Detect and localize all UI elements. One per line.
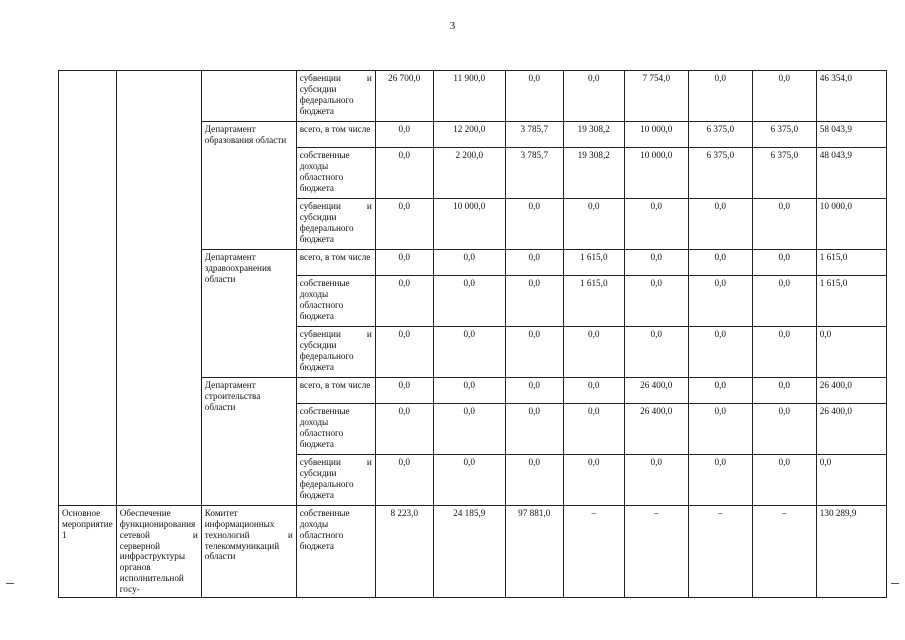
source-cell: субвенции и субсидии федерального бюджета bbox=[296, 71, 375, 122]
total-cell: 48 043,9 bbox=[816, 148, 886, 199]
total-cell: 1 615,0 bbox=[816, 276, 886, 327]
value-cell: 0,0 bbox=[752, 199, 816, 250]
budget-table bbox=[58, 70, 887, 598]
value-cell: 6 375,0 bbox=[688, 148, 752, 199]
value-cell: – bbox=[624, 506, 688, 598]
value-cell: 0,0 bbox=[752, 250, 816, 276]
value-cell: 0,0 bbox=[752, 327, 816, 378]
value-cell: 0,0 bbox=[624, 250, 688, 276]
executor-cell: Департамент образования области bbox=[201, 122, 296, 250]
value-cell: 0,0 bbox=[505, 404, 563, 455]
executor-cell: Департамент строительства области bbox=[201, 378, 296, 506]
value-cell: 10 000,0 bbox=[624, 148, 688, 199]
status-cell: Основное мероприятие 1 bbox=[59, 506, 117, 598]
source-cell: субвенции и субсидии федерального бюджета bbox=[296, 455, 375, 506]
value-cell: 0,0 bbox=[563, 327, 624, 378]
value-cell: 0,0 bbox=[505, 276, 563, 327]
total-cell: 0,0 bbox=[816, 455, 886, 506]
executor-cell: Комитет информационных технологий и телекоммуникаций области bbox=[201, 506, 296, 598]
value-cell: 1 615,0 bbox=[563, 250, 624, 276]
table-row bbox=[59, 71, 887, 122]
value-cell: 6 375,0 bbox=[752, 122, 816, 148]
total-cell: 26 400,0 bbox=[816, 378, 886, 404]
value-cell: – bbox=[752, 506, 816, 598]
value-cell: 0,0 bbox=[375, 276, 433, 327]
source-cell: собственные доходы областного бюджета bbox=[296, 506, 375, 598]
total-cell: 1 615,0 bbox=[816, 250, 886, 276]
left-edge-mark bbox=[6, 583, 14, 584]
value-cell: 0,0 bbox=[433, 404, 505, 455]
name-cell: Обеспечение функционирования сетевой и серверной инфраструктуры органов исполнительной госу- bbox=[116, 506, 201, 598]
value-cell: 0,0 bbox=[375, 404, 433, 455]
source-cell: всего, в том числе bbox=[296, 122, 375, 148]
value-cell: 0,0 bbox=[505, 455, 563, 506]
executor-cell-continued bbox=[201, 71, 296, 122]
value-cell: 26 700,0 bbox=[375, 71, 433, 122]
value-cell: 0,0 bbox=[375, 455, 433, 506]
value-cell: 0,0 bbox=[563, 404, 624, 455]
value-cell: 12 200,0 bbox=[433, 122, 505, 148]
value-cell: 10 000,0 bbox=[433, 199, 505, 250]
value-cell: 0,0 bbox=[563, 71, 624, 122]
status-cell-continued bbox=[59, 71, 117, 506]
value-cell: – bbox=[688, 506, 752, 598]
value-cell: 19 308,2 bbox=[563, 122, 624, 148]
value-cell: 6 375,0 bbox=[752, 148, 816, 199]
value-cell: 0,0 bbox=[752, 455, 816, 506]
value-cell: 24 185,9 bbox=[433, 506, 505, 598]
total-cell: 130 289,9 bbox=[816, 506, 886, 598]
value-cell: 0,0 bbox=[433, 250, 505, 276]
value-cell: 0,0 bbox=[563, 455, 624, 506]
executor-cell: Департамент здравоохранения области bbox=[201, 250, 296, 378]
total-cell: 46 354,0 bbox=[816, 71, 886, 122]
value-cell: 19 308,2 bbox=[563, 148, 624, 199]
value-cell: 6 375,0 bbox=[688, 122, 752, 148]
source-cell: всего, в том числе bbox=[296, 378, 375, 404]
value-cell: 0,0 bbox=[433, 276, 505, 327]
value-cell: – bbox=[563, 506, 624, 598]
value-cell: 0,0 bbox=[688, 378, 752, 404]
source-cell: субвенции и субсидии федерального бюджета bbox=[296, 199, 375, 250]
value-cell: 2 200,0 bbox=[433, 148, 505, 199]
table-row bbox=[59, 506, 887, 598]
value-cell: 0,0 bbox=[505, 71, 563, 122]
value-cell: 0,0 bbox=[563, 378, 624, 404]
value-cell: 0,0 bbox=[624, 327, 688, 378]
value-cell: 0,0 bbox=[688, 276, 752, 327]
value-cell: 0,0 bbox=[375, 250, 433, 276]
value-cell: 10 000,0 bbox=[624, 122, 688, 148]
value-cell: 3 785,7 bbox=[505, 148, 563, 199]
source-cell: собственные доходы областного бюджета bbox=[296, 148, 375, 199]
source-cell: собственные доходы областного бюджета bbox=[296, 404, 375, 455]
value-cell: 0,0 bbox=[433, 455, 505, 506]
value-cell: 0,0 bbox=[505, 199, 563, 250]
value-cell: 0,0 bbox=[752, 71, 816, 122]
value-cell: 8 223,0 bbox=[375, 506, 433, 598]
value-cell: 0,0 bbox=[375, 199, 433, 250]
value-cell: 0,0 bbox=[752, 378, 816, 404]
value-cell: 0,0 bbox=[375, 378, 433, 404]
value-cell: 26 400,0 bbox=[624, 378, 688, 404]
total-cell: 26 400,0 bbox=[816, 404, 886, 455]
value-cell: 3 785,7 bbox=[505, 122, 563, 148]
value-cell: 0,0 bbox=[688, 71, 752, 122]
value-cell: 0,0 bbox=[375, 122, 433, 148]
name-cell-continued bbox=[116, 71, 201, 506]
source-cell: всего, в том числе bbox=[296, 250, 375, 276]
total-cell: 0,0 bbox=[816, 327, 886, 378]
value-cell: 0,0 bbox=[375, 327, 433, 378]
value-cell: 11 900,0 bbox=[433, 71, 505, 122]
total-cell: 58 043,9 bbox=[816, 122, 886, 148]
value-cell: 0,0 bbox=[433, 378, 505, 404]
source-cell: субвенции и субсидии федерального бюджета bbox=[296, 327, 375, 378]
value-cell: 26 400,0 bbox=[624, 404, 688, 455]
value-cell: 0,0 bbox=[505, 327, 563, 378]
value-cell: 0,0 bbox=[688, 327, 752, 378]
page-number: 3 bbox=[449, 20, 456, 32]
value-cell: 0,0 bbox=[688, 250, 752, 276]
value-cell: 1 615,0 bbox=[563, 276, 624, 327]
value-cell: 0,0 bbox=[563, 199, 624, 250]
value-cell: 0,0 bbox=[624, 455, 688, 506]
value-cell: 0,0 bbox=[624, 199, 688, 250]
value-cell: 97 881,0 bbox=[505, 506, 563, 598]
total-cell: 10 000,0 bbox=[816, 199, 886, 250]
value-cell: 0,0 bbox=[688, 404, 752, 455]
value-cell: 7 754,0 bbox=[624, 71, 688, 122]
value-cell: 0,0 bbox=[752, 276, 816, 327]
value-cell: 0,0 bbox=[505, 378, 563, 404]
value-cell: 0,0 bbox=[688, 199, 752, 250]
value-cell: 0,0 bbox=[752, 404, 816, 455]
value-cell: 0,0 bbox=[688, 455, 752, 506]
source-cell: собственные доходы областного бюджета bbox=[296, 276, 375, 327]
value-cell: 0,0 bbox=[433, 327, 505, 378]
value-cell: 0,0 bbox=[375, 148, 433, 199]
right-edge-mark bbox=[891, 583, 899, 584]
value-cell: 0,0 bbox=[624, 276, 688, 327]
value-cell: 0,0 bbox=[505, 250, 563, 276]
